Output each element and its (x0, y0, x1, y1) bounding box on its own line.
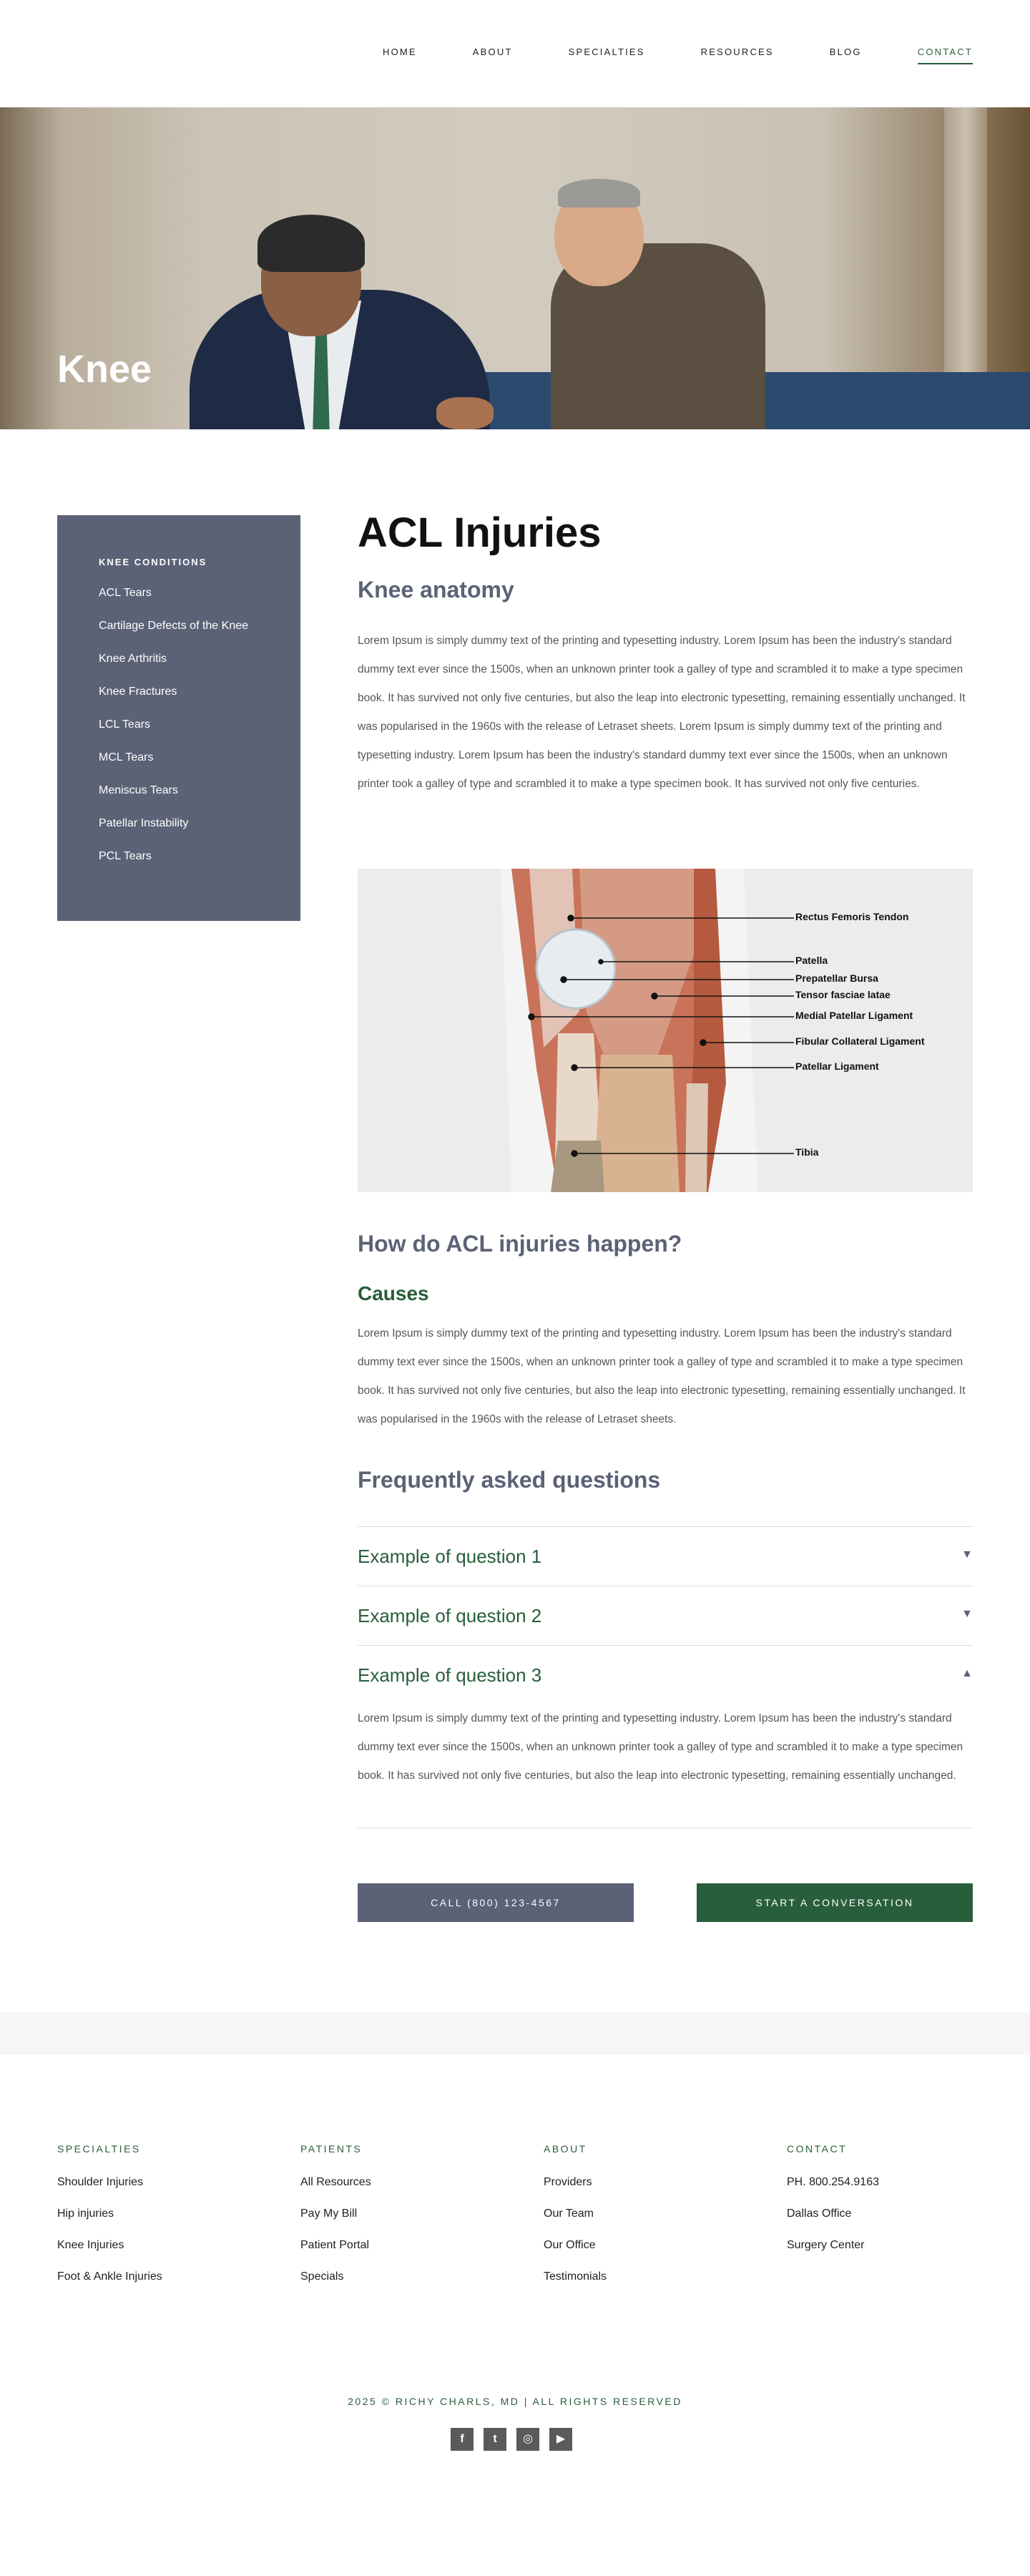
twitter-icon[interactable]: t (484, 2428, 506, 2451)
footer-heading-specialties: SPECIALTIES (57, 2143, 141, 2155)
start-conversation-button[interactable]: START A CONVERSATION (697, 1883, 973, 1922)
causes-paragraph: Lorem Ipsum is simply dummy text of the printing and typesetting industry. Lorem Ipsum has been the industry's standard dummy text ever since the 1500s, when an unknown printer took a galley of type and scrambled it to make a type specimen book. It has survived not only five centuries, but also the leap into electronic typesetting, remaining essentially unchanged. It was popularised in the 1960s with the release of Letraset sheets. (358, 1327, 966, 1425)
label-prepatellar-bursa: Prepatellar Bursa (795, 972, 878, 984)
top-navigation (0, 0, 1030, 107)
hero-photo-patient-hair (558, 179, 640, 208)
nav-about[interactable]: ABOUT (472, 47, 513, 57)
footer-col-specialties (57, 2143, 272, 2301)
nav-contact[interactable]: CONTACT (918, 47, 973, 64)
youtube-icon[interactable]: ▶ (549, 2428, 572, 2451)
nav-menu (327, 47, 973, 64)
footer-divider-band (0, 2012, 1030, 2055)
footer-col-about (544, 2143, 758, 2301)
footer-link-phone[interactable]: PH. 800.254.9163 (787, 2176, 879, 2188)
main-content (358, 508, 973, 1908)
footer-link-patient-portal[interactable]: Patient Portal (300, 2239, 370, 2251)
footer-link-pay-my-bill[interactable]: Pay My Bill (300, 2207, 358, 2220)
faq-item-1[interactable] (358, 1526, 973, 1586)
footer-heading-contact: CONTACT (787, 2143, 848, 2155)
faq-answer-3: Lorem Ipsum is simply dummy text of the printing and typesetting industry. Lorem Ipsum has been the industry's standard dummy text ever since the 1500s, when an unknown printer took a galley of type and scrambled it to make a type specimen book. It has survived not only five centuries, but also the leap into electronic typesetting, remaining essentially unchanged. (358, 1712, 963, 1782)
footer-col-contact (787, 2143, 1001, 2269)
causes-heading: Causes (358, 1282, 429, 1304)
footer-link-shoulder-injuries[interactable]: Shoulder Injuries (57, 2176, 144, 2188)
faq-question-1[interactable]: Example of question 1 (358, 1546, 542, 1567)
anatomy-paragraph: Lorem Ipsum is simply dummy text of the printing and typesetting industry. Lorem Ipsum has been the industry's standard dummy text ever since the 1500s, when an unknown printer took a galley of type and scrambled it to make a type specimen book. It has survived not only five centuries, but also the leap into electronic typesetting, remaining essentially unchanged. It was popularised in the 1960s with the release of Letraset sheets. Lorem Ipsum is simply dummy text of the printing and typesetting industry. Lorem Ipsum has been the industry's standard dummy text ever since the 1500s, when an unknown printer took a galley of type and scrambled it to make a type specimen book. It has survived not only five centuries. (358, 635, 966, 790)
sidebar-item-lcl-tears[interactable]: LCL Tears (99, 718, 151, 731)
footer-link-all-resources[interactable]: All Resources (300, 2176, 371, 2188)
faq-question-2[interactable]: Example of question 2 (358, 1605, 542, 1626)
anatomy-heading: Knee anatomy (358, 577, 514, 602)
hero-photo-doctor-hair (258, 215, 365, 272)
sidebar (57, 515, 300, 921)
footer-link-testimonials[interactable]: Testimonials (544, 2270, 607, 2283)
sidebar-item-knee-fractures[interactable]: Knee Fractures (99, 686, 177, 698)
nav-specialties[interactable]: SPECIALTIES (568, 47, 645, 57)
label-patella: Patella (795, 955, 828, 966)
instagram-icon[interactable]: ◎ (516, 2428, 539, 2451)
how-heading: How do ACL injuries happen? (358, 1231, 682, 1257)
faq-item-3[interactable] (358, 1645, 973, 1828)
label-tensor-fasciae-latae: Tensor fasciae latae (795, 989, 891, 1000)
sidebar-heading: KNEE CONDITIONS (99, 557, 207, 567)
copyright-text: 2025 © RICHY CHARLS, MD | ALL RIGHTS RESERVED (348, 2396, 682, 2407)
nav-resources[interactable]: RESOURCES (700, 47, 774, 57)
footer-link-knee-injuries[interactable]: Knee Injuries (57, 2239, 124, 2251)
faq-heading: Frequently asked questions (358, 1467, 661, 1493)
hero-title: Knee (57, 348, 152, 391)
label-rectus-femoris-tendon: Rectus Femoris Tendon (795, 911, 909, 922)
footer-link-hip-injuries[interactable]: Hip injuries (57, 2207, 114, 2220)
footer-link-specials[interactable]: Specials (300, 2270, 344, 2283)
footer-link-our-office[interactable]: Our Office (544, 2239, 596, 2251)
footer-link-surgery-center[interactable]: Surgery Center (787, 2239, 865, 2251)
knee-anatomy-diagram (358, 869, 973, 1192)
nav-blog[interactable]: BLOG (829, 47, 862, 57)
sidebar-item-acl-tears[interactable]: ACL Tears (99, 587, 152, 599)
chevron-down-icon[interactable]: ▼ (961, 1608, 973, 1620)
faq-item-2[interactable] (358, 1586, 973, 1645)
footer-heading-patients: PATIENTS (300, 2143, 363, 2155)
footer-col-patients (300, 2143, 515, 2301)
label-patellar-ligament: Patellar Ligament (795, 1060, 879, 1072)
label-tibia: Tibia (795, 1146, 819, 1158)
chevron-up-icon[interactable]: ▲ (961, 1667, 973, 1679)
label-medial-patellar-ligament: Medial Patellar Ligament (795, 1010, 913, 1021)
sidebar-item-meniscus-tears[interactable]: Meniscus Tears (99, 784, 178, 796)
faq-question-3[interactable]: Example of question 3 (358, 1664, 542, 1686)
faq-list (358, 1526, 973, 1828)
social-links (451, 2428, 572, 2451)
footer-heading-about: ABOUT (544, 2143, 587, 2155)
facebook-icon[interactable]: f (451, 2428, 474, 2451)
nav-home[interactable]: HOME (382, 47, 417, 57)
footer-link-foot-ankle-injuries[interactable]: Foot & Ankle Injuries (57, 2270, 162, 2283)
sidebar-item-cartilage-defects[interactable]: Cartilage Defects of the Knee (99, 620, 249, 632)
footer-link-providers[interactable]: Providers (544, 2176, 592, 2188)
label-fibular-collateral-ligament: Fibular Collateral Ligament (795, 1035, 925, 1047)
sidebar-item-mcl-tears[interactable]: MCL Tears (99, 751, 154, 763)
footer-link-dallas-office[interactable]: Dallas Office (787, 2207, 852, 2220)
chevron-down-icon[interactable]: ▼ (961, 1548, 973, 1561)
sidebar-item-pcl-tears[interactable]: PCL Tears (99, 850, 152, 862)
sidebar-item-knee-arthritis[interactable]: Knee Arthritis (99, 653, 167, 665)
hero-banner (0, 107, 1030, 429)
page-title: ACL Injuries (358, 509, 602, 556)
sidebar-item-patellar-instability[interactable]: Patellar Instability (99, 817, 189, 829)
footer-link-our-team[interactable]: Our Team (544, 2207, 594, 2220)
call-button[interactable]: CALL (800) 123-4567 (358, 1883, 634, 1922)
hero-photo-hand (436, 397, 494, 429)
